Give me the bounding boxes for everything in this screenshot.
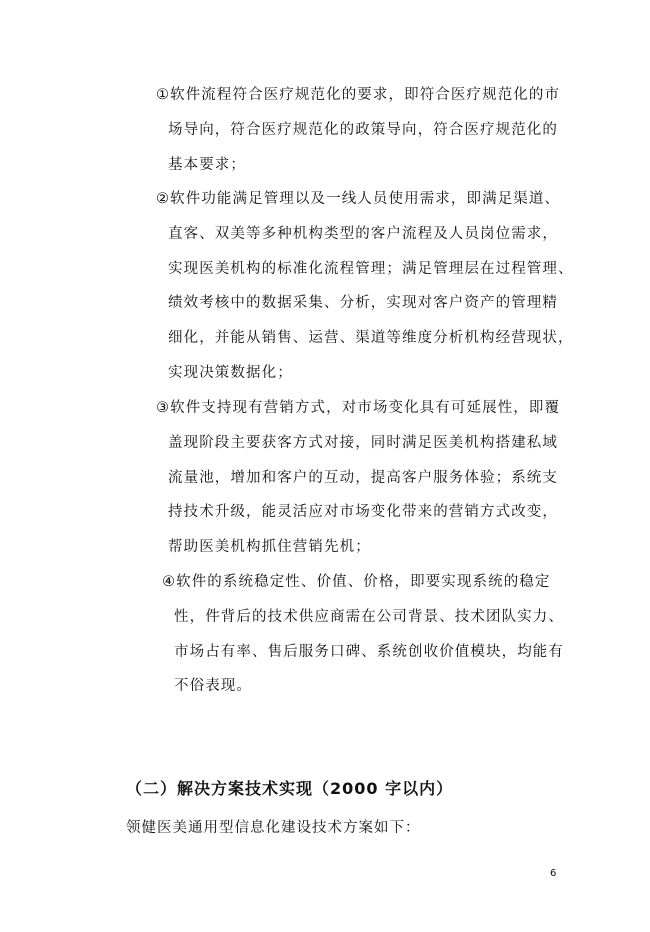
text-line: 细化，并能从销售、运营、渠道等维度分析机构经营现状， [168, 330, 574, 347]
requirement-item-2 [156, 182, 576, 391]
text-line: 直客、双美等多种机构类型的客户流程及人员岗位需求， [168, 225, 558, 242]
intro-paragraph: 领健医美通用型信息化建设技术方案如下： [126, 820, 421, 836]
text-line: 帮助医美机构抓住营销先机； [168, 539, 371, 556]
page-number: 6 [550, 868, 557, 879]
text-line: 不俗表现。 [174, 678, 252, 695]
text-line: 盖现阶段主要获客方式对接，同时满足医美机构搭建私域 [168, 434, 558, 451]
requirement-item-4 [162, 565, 576, 704]
text-line: 绩效考核中的数据采集、分析，实现对客户资产的管理精 [168, 295, 558, 312]
text-line: ④软件的系统稳定性、价值、价格，即要实现系统的稳定 [162, 574, 551, 590]
text-line: ①软件流程符合医疗规范化的要求，即符合医疗规范化的市 [156, 87, 561, 103]
requirement-item-1 [156, 78, 576, 182]
requirement-item-3 [156, 391, 576, 565]
text-line: 基本要求； [168, 156, 246, 173]
text-line: ③软件支持现有营销方式，对市场变化具有可延展性，即覆 [156, 400, 561, 416]
text-line: 实现医美机构的标准化流程管理；满足管理层在过程管理、 [168, 260, 574, 277]
text-line: 流量池，增加和客户的互动，提高客户服务体验；系统支 [168, 469, 558, 486]
text-line: 实现决策数据化； [168, 364, 293, 381]
text-line: 持技术升级，能灵活应对市场变化带来的营销方式改变， [168, 504, 558, 521]
text-line: 场导向，符合医疗规范化的政策导向，符合医疗规范化的 [168, 121, 558, 138]
section-heading: （二）解决方案技术实现（2000 字以内） [126, 779, 454, 798]
text-line: 性，件背后的技术供应商需在公司背景、技术团队实力、 [174, 608, 564, 625]
text-line: 市场占有率、售后服务口碑、系统创收价值模块，均能有 [174, 643, 564, 660]
text-line: ②软件功能满足管理以及一线人员使用需求，即满足渠道、 [156, 191, 561, 207]
